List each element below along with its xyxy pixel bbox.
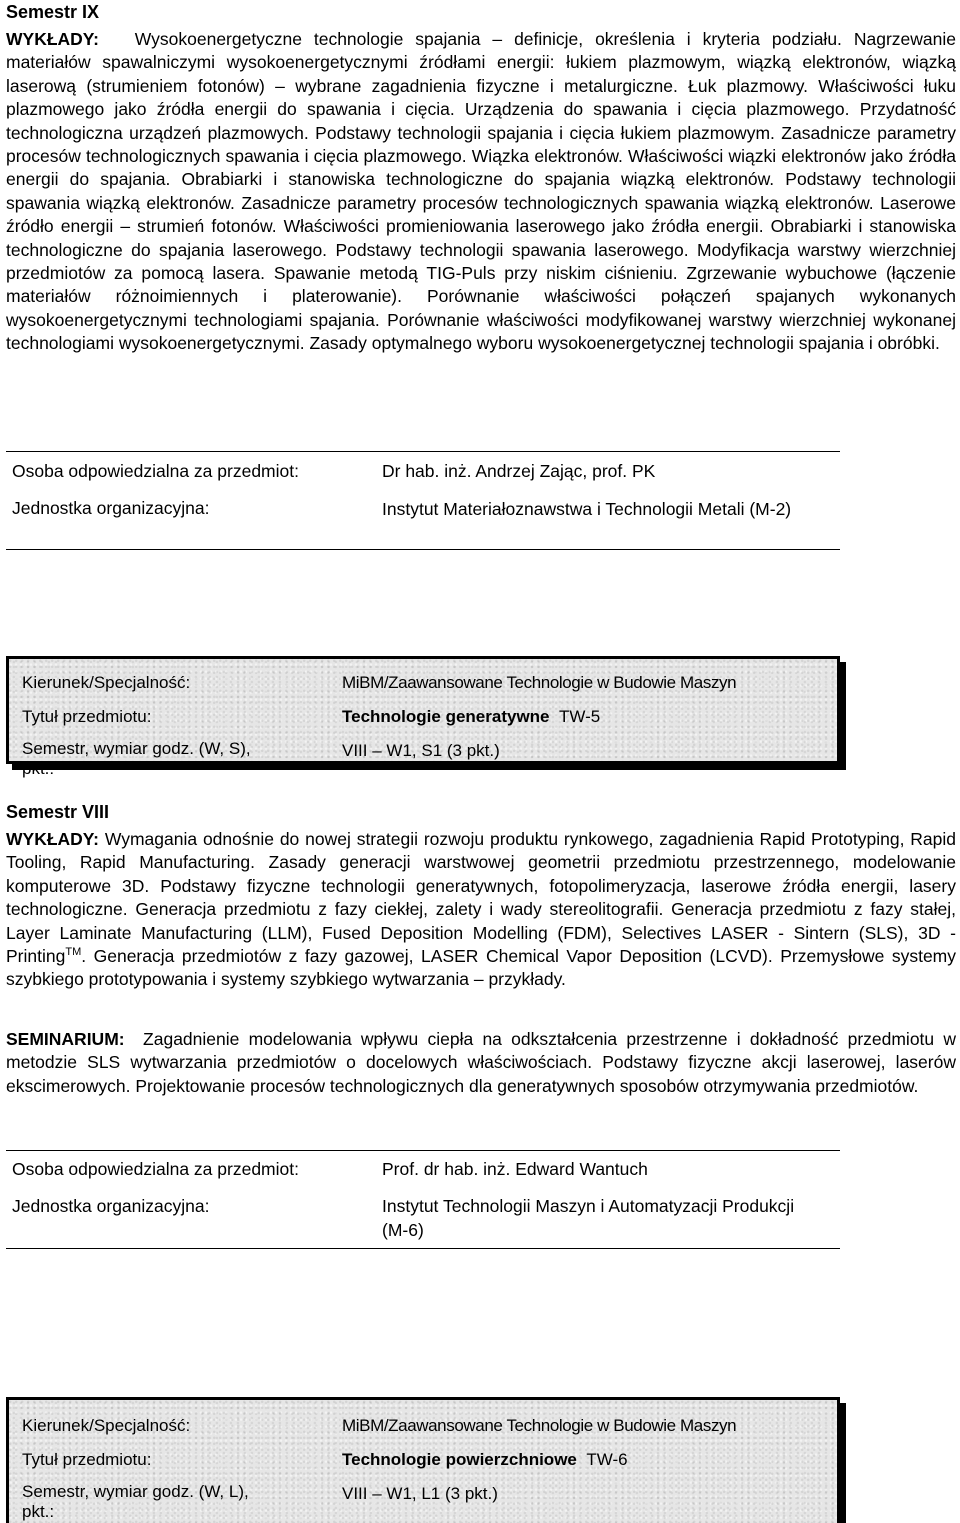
course-title-name: Technologie generatywne (342, 707, 550, 726)
box-body (9, 1400, 837, 1523)
semester-hours-value: VIII – W1, L1 (3 pkt.) (342, 1484, 498, 1503)
course-info-box (6, 656, 846, 778)
lecture-text: Wysokoenergetyczne technologie spajania – definicje, określenia i kryteria podziału. Nagrzewanie materiałów spawalniczymi wysokoenergetycznymi źródłami energii: łukiem plazmowym, wiązką elektronów, wiązką laserową (strumieniem fotonów) – wybrane zagadnienia fizyczne i metalurgiczne. Łuk plazmowy. Właściwości łuku plazmowego jako źródła energii do spawania i cięcia. Urządzenia do spawania i cięcia plazmowego. Przydatność technologiczna urządzeń plazmowych. Podstawy technologii spajania i cięcia łukiem plazmowym. Zasadnicze parametry procesów technologicznych spawania i cięcia plazmowego. Wiązka elektronów. Właściwości wiązki elektronów jako źródła energii do spajania. Obrabiarki i stanowiska technologiczne do spajania wiązką elektronów. Podstawy technologii spawania wiązką elektronów. Zasadnicze parametry procesów technologicznych spawania wiązką elektronów. Laserowe źródło energii – strumień fotonów. Właściwości promieniowania laserowego jako źródła energii. Obrabiarki i stanowiska technologiczne do spajania laserowego. Podstawy technologii spawania laserowego. Modyfikacja warstwy wierzchniej przedmiotów za pomocą lasera. Spawanie metodą TIG-Puls przy niskim ciśnieniu. Zgrzewanie wybuchowe (łączenie materiałów różnoimiennych i platerowanie). Porównanie właściwości połączeń spajanych wykonanych wysokoenergetycznymi technologiami spajania. Porównanie właściwości modyfikowanej warstwy wierzchniej wykonanej technologiami wysokoenergetycznymi. Zasady optymalnego wyboru wysokoenergetycznej technologii spajania i obróbki. (6, 29, 956, 354)
semester-hours-label: Semestr, wymiar godz. (W, L), (22, 1482, 249, 1501)
semester-hours-label-cut: pkt.: (22, 759, 55, 778)
divider-line (6, 549, 840, 550)
box-body (9, 659, 837, 778)
semester-heading: Semestr IX (6, 2, 100, 22)
lecture-text-cont: . Generacja przedmiotów z fazy gazowej, LASER Chemical Vapor Deposition (LCVD). Przemysłowe systemy szybkiego prototypowania i systemy szybkiego wytwarzania – przykłady. (6, 946, 956, 990)
course-title-value (342, 707, 600, 727)
lecture-label: WYKŁADY: (6, 829, 99, 849)
lecture-label: WYKŁADY: (6, 29, 99, 49)
org-unit-label: Jednostka organizacyjna: (12, 1196, 210, 1216)
seminar-text: Zagadnienie modelowania wpływu ciepła na odkształcenia przestrzenne i dokładność przedmiotu w metodzie SLS wytwarzania przedmiotów o docelowych właściwościach. Podstawy fizyczne akcji laserowej, laserów ekscimerowych. Projektowanie procesów technologicznych dla generatywnych sposobów otrzymywania przedmiotów. (6, 1029, 956, 1096)
semester-hours-value: VIII – W1, S1 (3 pkt.) (342, 741, 500, 760)
org-unit-value: Instytut Materiałoznawstwa i Technologii Metali (M-2) (382, 499, 792, 519)
seminar-paragraph (6, 1028, 956, 1098)
course-info-box (6, 1397, 846, 1523)
responsible-person-value: Dr hab. inż. Andrzej Zając, prof. PK (382, 461, 656, 481)
org-unit-value: Instytut Technologii Maszyn i Automatyzacji Produkcji (M-6) (382, 1196, 795, 1240)
course-title-label: Tytuł przedmiotu: (22, 1450, 152, 1469)
responsible-person-label: Osoba odpowiedzialna za przedmiot: (12, 1159, 299, 1179)
course-title-value (342, 1450, 628, 1470)
divider-line (6, 1150, 840, 1151)
field-of-study-value: MiBM/Zaawansowane Technologie w Budowie Maszyn (342, 673, 737, 692)
semester-hours-label: Semestr, wymiar godz. (W, S), (22, 739, 251, 758)
lecture-paragraph (6, 28, 956, 356)
responsible-person-label: Osoba odpowiedzialna za przedmiot: (12, 461, 299, 481)
divider-line (6, 451, 840, 452)
divider-line (6, 1248, 840, 1249)
org-unit-label: Jednostka organizacyjna: (12, 498, 210, 518)
responsible-person-value: Prof. dr hab. inż. Edward Wantuch (382, 1159, 648, 1179)
course-code: TW-5 (558, 707, 601, 726)
field-of-study-value: MiBM/Zaawansowane Technologie w Budowie Maszyn (342, 1416, 737, 1435)
course-title-label: Tytuł przedmiotu: (22, 707, 152, 726)
lecture-text: Wymagania odnośnie do nowej strategii rozwoju produktu rynkowego, zagadnienia Rapid Prototyping, Rapid Tooling, Rapid Manufacturing. Zasady generacji warstwowej geometrii przedmiotu przestrzennego, modelowanie komputerowe 3D. Podstawy fizyczne technologii generatywnych, fotopolimeryzacja, laserowe źródła energii, lasery technologiczne. Generacja przedmiotu z fazy ciekłej, zalety i wady stereolitografii. Generacja przedmiotu z fazy stałej, Layer Laminate Manufacturing (LLM), Fused Deposition Modelling (FDM), Selectives LASER - Sintern (SLS), 3D - Printing (6, 829, 957, 967)
field-of-study-label: Kierunek/Specjalność: (22, 673, 191, 692)
course-title-name: Technologie powierzchniowe (342, 1450, 577, 1469)
lecture-paragraph (6, 828, 956, 992)
course-code: TW-6 (586, 1450, 628, 1469)
field-of-study-label: Kierunek/Specjalność: (22, 1416, 191, 1435)
seminar-label: SEMINARIUM: (6, 1029, 125, 1049)
trademark-sup: TM (65, 946, 82, 959)
semester-hours-label-cut: pkt.: (22, 1502, 55, 1521)
semester-heading: Semestr VIII (6, 802, 110, 822)
